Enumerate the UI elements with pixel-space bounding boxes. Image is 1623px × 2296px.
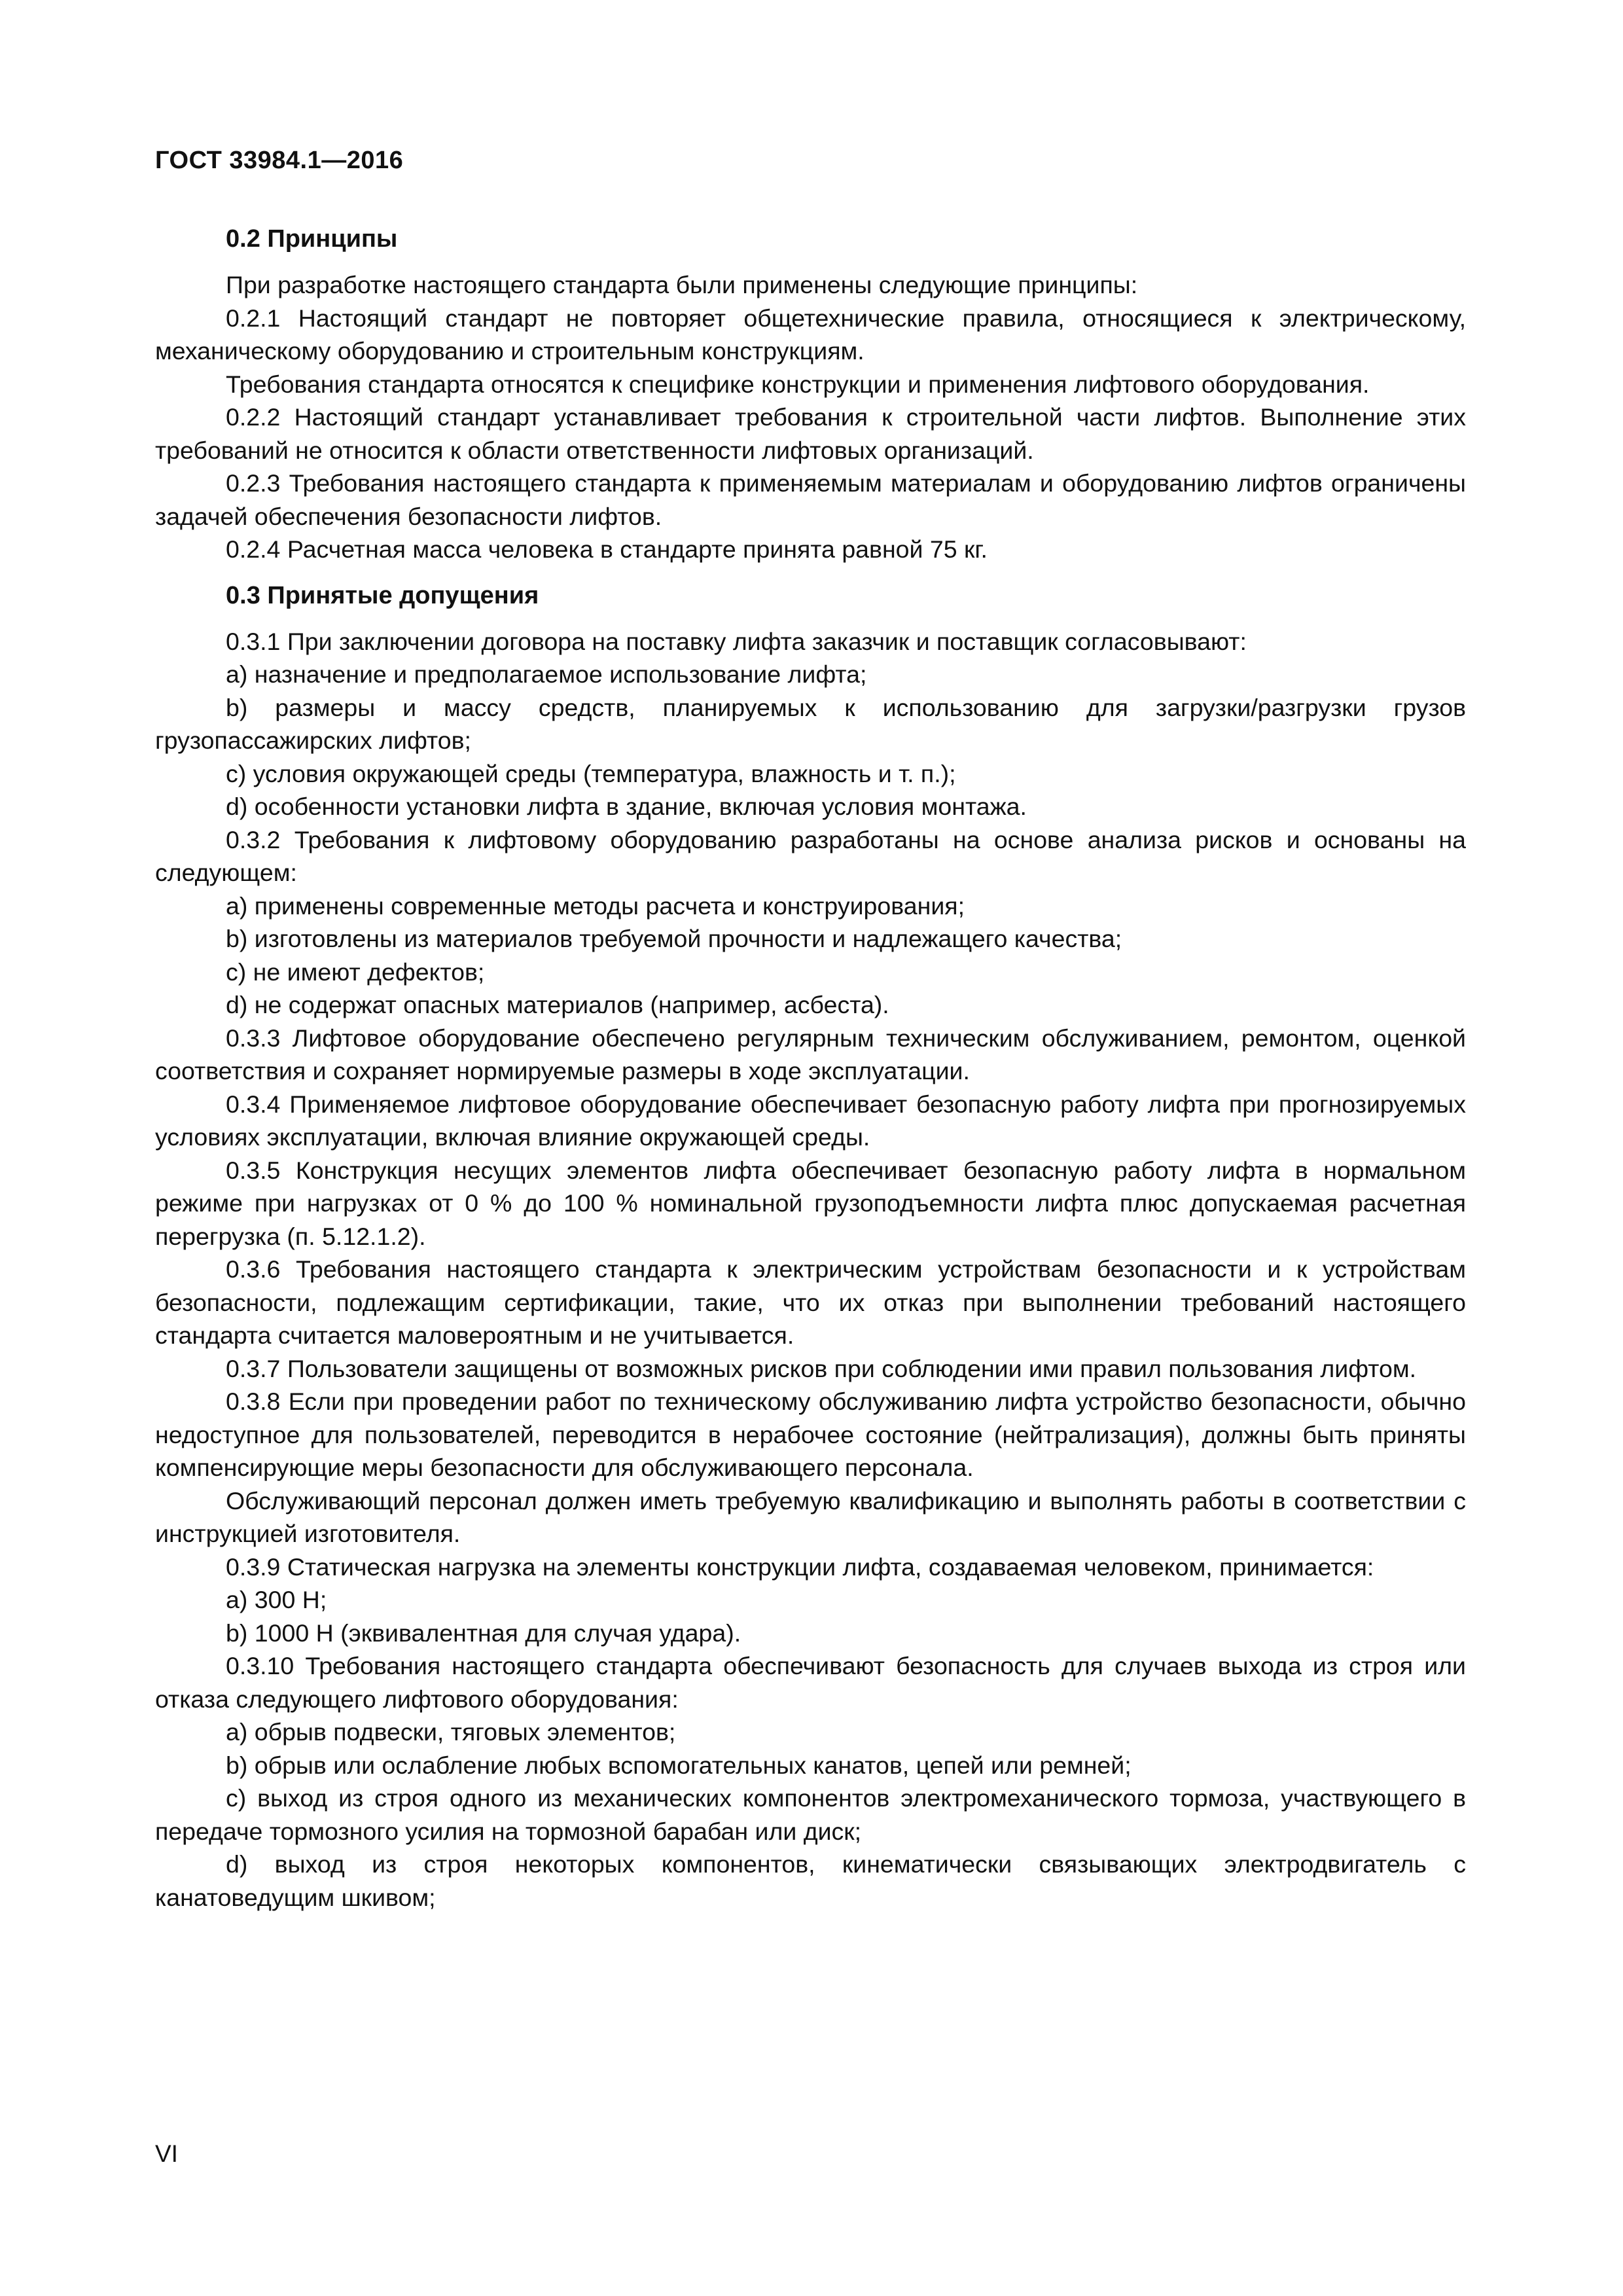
paragraph: 0.3.3 Лифтовое оборудование обеспечено регулярным техническим обслуживанием, ремонтом, оценкой соответствия и сохраняет нормируемые размеры в ходе эксплуатации. bbox=[155, 1024, 1466, 1085]
section-0-2-body bbox=[155, 268, 1466, 566]
list-item: c) не имеют дефектов; bbox=[226, 958, 485, 986]
list-item: a) назначение и предполагаемое использование лифта; bbox=[226, 660, 867, 688]
paragraph: 0.3.5 Конструкция несущих элементов лифта обеспечивает безопасную работу лифта в нормальном режиме при нагрузках от 0 % до 100 % номинальной грузоподъемности лифта плюс допускаемая расчетная перегрузка (п. 5.12.1.2). bbox=[155, 1156, 1466, 1250]
paragraph: 0.3.2 Требования к лифтовому оборудованию разработаны на основе анализа рисков и основаны на следующем: bbox=[155, 825, 1466, 886]
paragraph: 0.3.1 При заключении договора на поставку лифта заказчик и поставщик согласовывают: bbox=[226, 627, 1247, 655]
paragraph: 0.3.7 Пользователи защищены от возможных рисков при соблюдении ими правил пользования лифтом. bbox=[226, 1354, 1417, 1382]
list-item: b) размеры и массу средств, планируемых к использованию для загрузки/разгрузки грузов грузопассажирских лифтов; bbox=[155, 693, 1466, 754]
paragraph: 0.2.3 Требования настоящего стандарта к применяемым материалам и оборудованию лифтов ограничены задачей обеспечения безопасности лифтов. bbox=[155, 469, 1466, 530]
document-body bbox=[155, 223, 1466, 1914]
list-item: d) выход из строя некоторых компонентов, кинематически связывающих электродвигатель с канатоведущим шкивом; bbox=[155, 1850, 1466, 1911]
list-item: a) 300 Н; bbox=[226, 1586, 327, 1613]
list-item: b) обрыв или ослабление любых вспомогательных канатов, цепей или ремней; bbox=[226, 1751, 1132, 1779]
document-code-header: ГОСТ 33984.1—2016 bbox=[155, 147, 404, 174]
paragraph: 0.2.2 Настоящий стандарт устанавливает требования к строительной части лифтов. Выполнение этих требований не относится к области ответственности лифтовых организаций. bbox=[155, 403, 1466, 464]
section-heading-0-3: 0.3 Принятые допущения bbox=[226, 581, 539, 609]
paragraph: Обслуживающий персонал должен иметь требуемую квалификацию и выполнять работы в соответствии с инструкцией изготовителя. bbox=[155, 1486, 1466, 1547]
paragraph: 0.3.10 Требования настоящего стандарта обеспечивают безопасность для случаев выхода из строя или отказа следующего лифтового оборудования: bbox=[155, 1652, 1466, 1713]
paragraph: 0.2.4 Расчетная масса человека в стандарте принята равной 75 кг. bbox=[226, 535, 988, 563]
paragraph: 0.3.4 Применяемое лифтовое оборудование обеспечивает безопасную работу лифта при прогнозируемых условиях эксплуатации, включая влияние окружающей среды. bbox=[155, 1090, 1466, 1151]
list-item: c) условия окружающей среды (температура, влажность и т. п.); bbox=[226, 759, 956, 787]
section-heading-0-2: 0.2 Принципы bbox=[226, 225, 398, 253]
list-item: c) выход из строя одного из механических компонентов электромеханического тормоза, участвующего в передаче тормозного усилия на тормозной барабан или диск; bbox=[155, 1784, 1466, 1845]
paragraph: Требования стандарта относятся к специфике конструкции и применения лифтового оборудования. bbox=[226, 370, 1370, 398]
paragraph: 0.2.1 Настоящий стандарт не повторяет общетехнические правила, относящиеся к электрическому, механическому оборудованию и строительным конструкциям. bbox=[155, 304, 1466, 365]
paragraph: 0.3.6 Требования настоящего стандарта к электрическим устройствам безопасности и к устройствам безопасности, подлежащим сертификации, такие, что их отказ при выполнении требований настоящего стандарта считается маловероятным и не учитывается. bbox=[155, 1255, 1466, 1349]
list-item: d) особенности установки лифта в здание, включая условия монтажа. bbox=[226, 793, 1027, 820]
list-item: a) применены современные методы расчета и конструирования; bbox=[226, 891, 965, 920]
paragraph: 0.3.8 Если при проведении работ по техническому обслуживанию лифта устройство безопасности, обычно недоступное для пользователей, переводится в нерабочее состояние (нейтрализация), должны быть приняты компенсирующие меры безопасности для обслуживающего персонала. bbox=[155, 1388, 1466, 1481]
section-0-3-body bbox=[155, 625, 1466, 1914]
page-number: VI bbox=[155, 2140, 178, 2167]
list-item: b) 1000 Н (эквивалентная для случая удара). bbox=[226, 1619, 741, 1647]
paragraph: 0.3.9 Статическая нагрузка на элементы конструкции лифта, создаваемая человеком, принимается: bbox=[226, 1552, 1374, 1581]
paragraph: При разработке настоящего стандарта были применены следующие принципы: bbox=[226, 271, 1138, 298]
list-item: b) изготовлены из материалов требуемой прочности и надлежащего качества; bbox=[226, 925, 1122, 952]
list-item: a) обрыв подвески, тяговых элементов; bbox=[226, 1718, 676, 1746]
list-item: d) не содержат опасных материалов (например, асбеста). bbox=[226, 991, 889, 1018]
